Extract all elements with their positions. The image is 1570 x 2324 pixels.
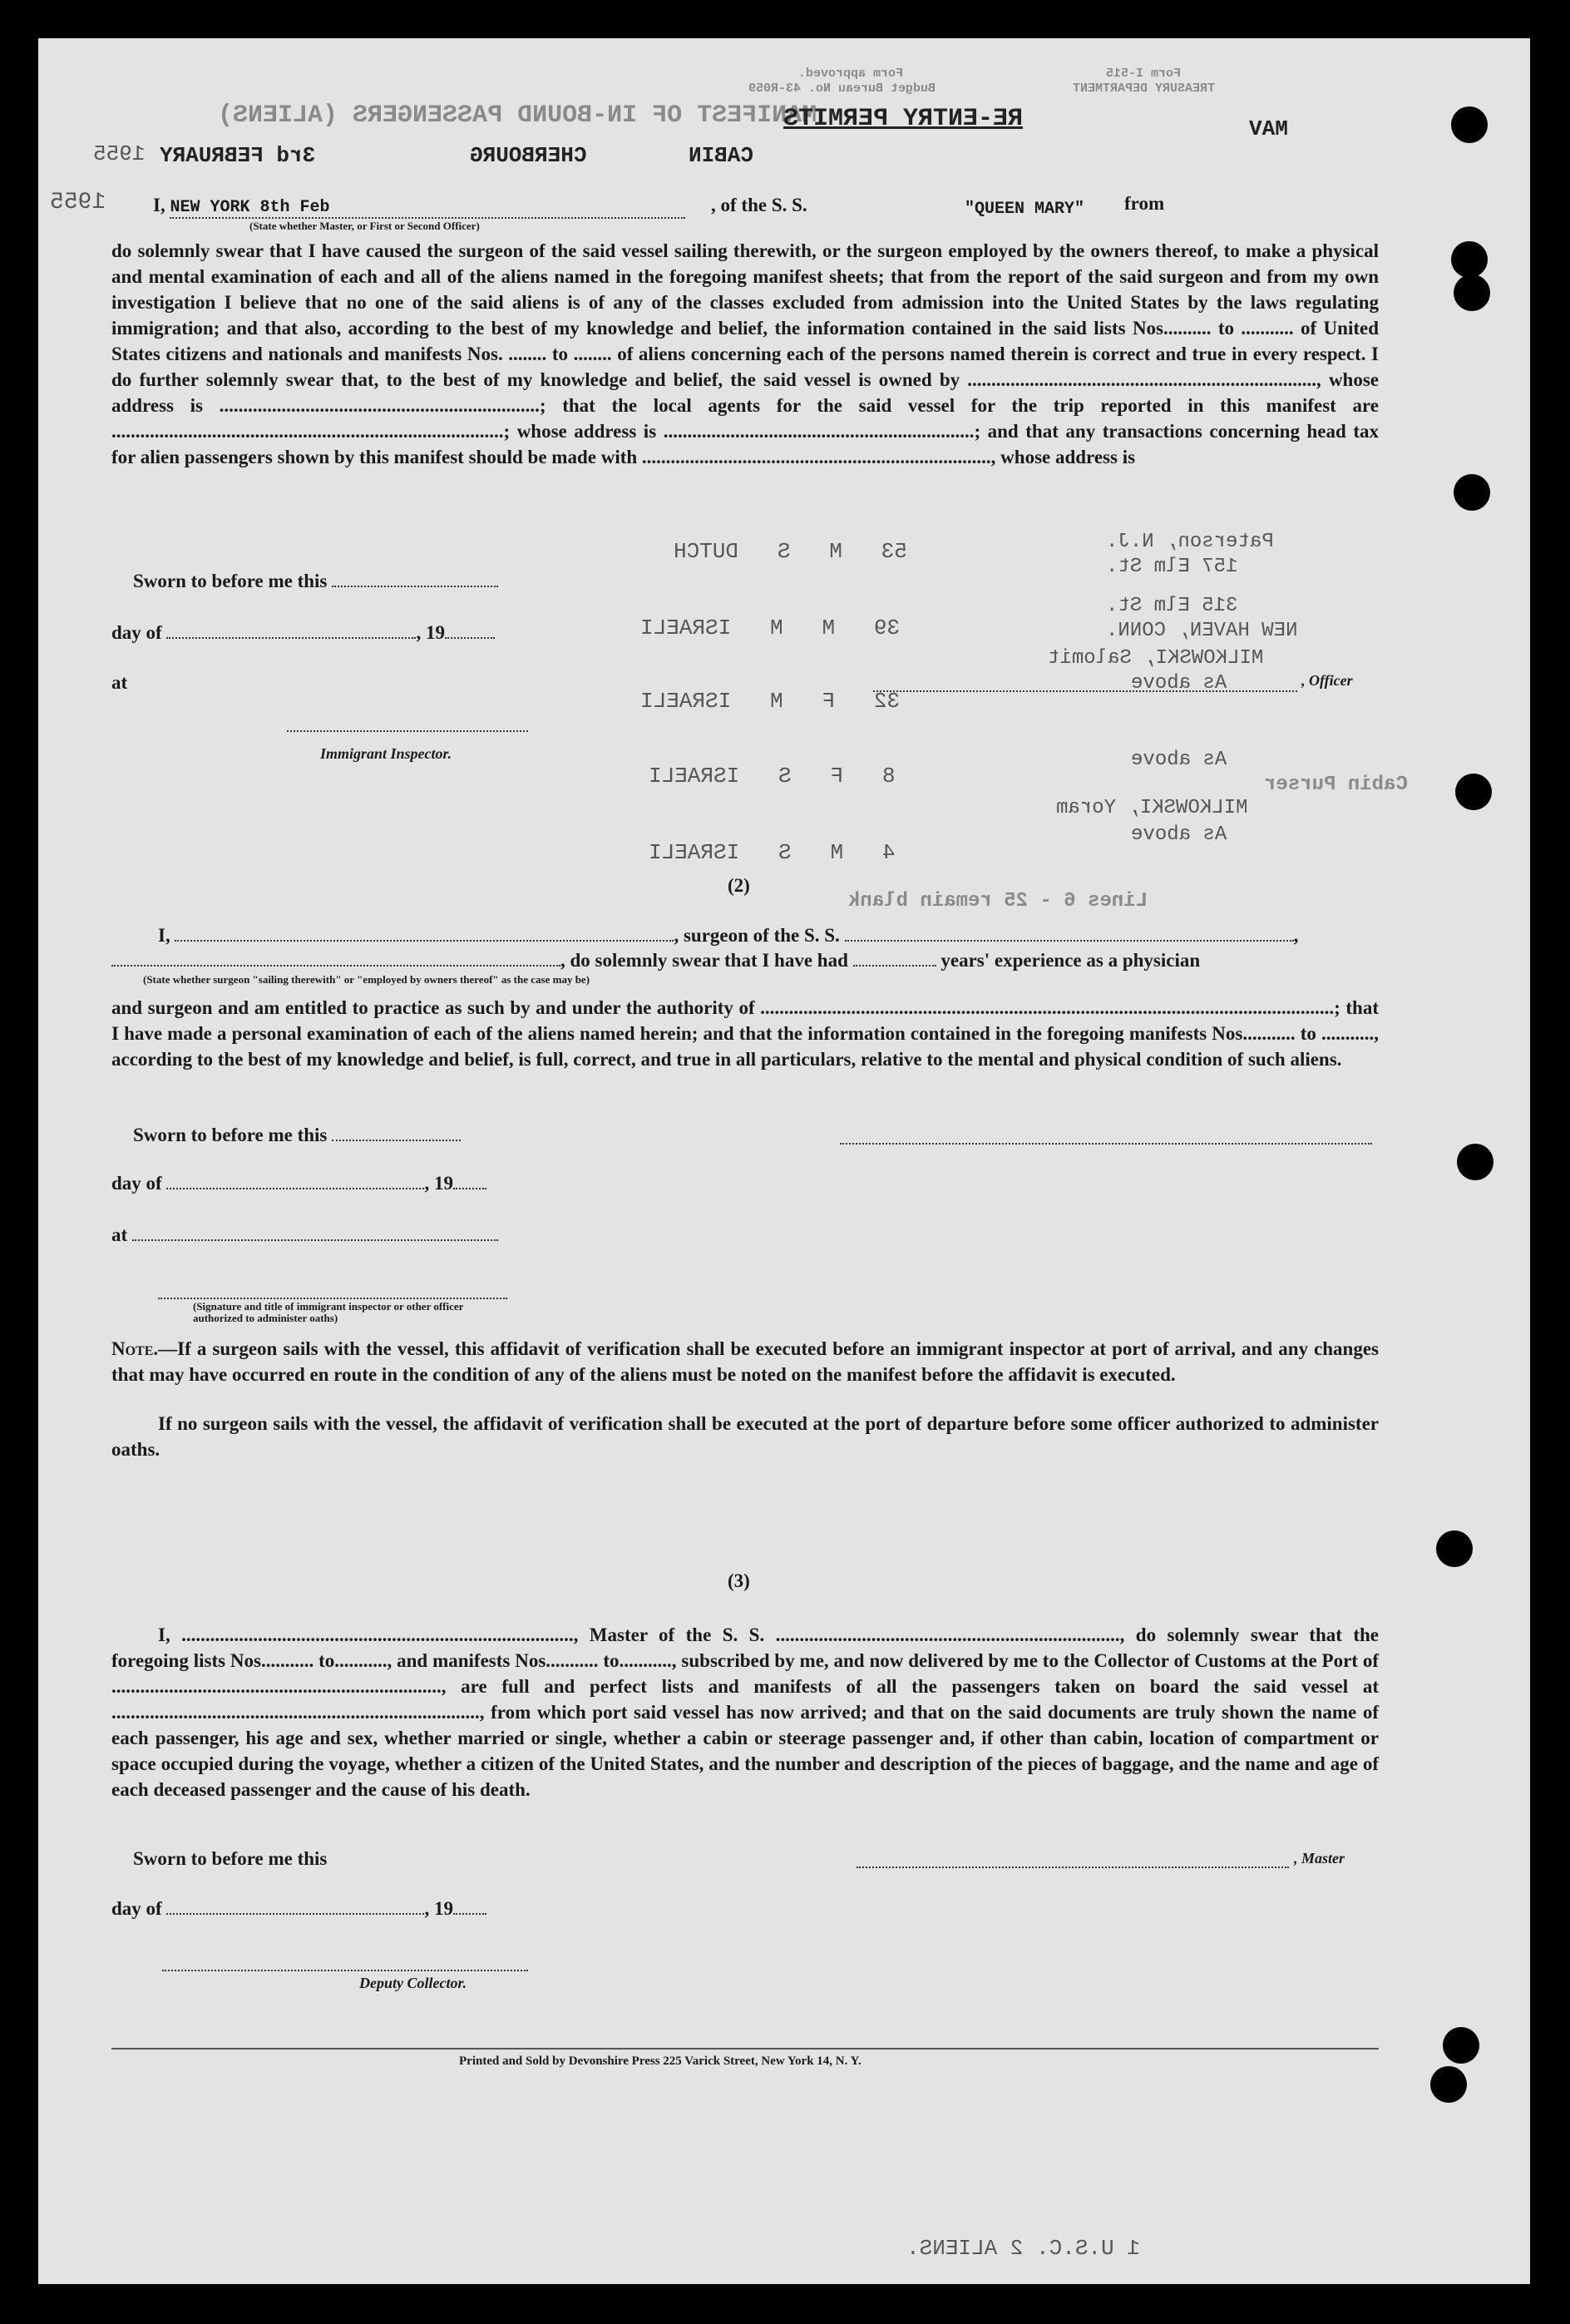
punch-hole xyxy=(1454,274,1490,311)
master-label: , Master xyxy=(1294,1850,1345,1867)
bleed-year-stamp: 1955 xyxy=(50,190,106,215)
from-label: from xyxy=(1124,193,1165,214)
administrator-signature-line xyxy=(158,1298,507,1299)
officer-line: I, NEW YORK 8th Feb xyxy=(153,195,685,219)
bleed-date: 3rd FEBRUARY xyxy=(160,143,316,168)
bleed-row-1-addr2: 157 Elm St. xyxy=(1106,556,1238,578)
master-oath-paragraph: I, .................................................................................., Master of the S. S. ........................................................................, do solemnly swear that the foregoing lists Nos........... to..........., and manifests Nos........... to..........., subscribed by me, and now delivered by me to the Collector of Customs at the Port of ....................................................................., are full and perfect lists and manifests of all the passengers taken on board the said vessel at ............................................................................., from which port said vessel has now arrived; and that on the said documents are truly shown the name of each passenger, his age and sex, whether married or single, whether a cabin or steerage passenger and, if other than cabin, location of compartment or space occupied during the voyage, whether a citizen of the United States, and the number and description of the pieces of baggage, and the name and age of each deceased passenger and the cause of his death. xyxy=(111,1624,1379,1800)
bleed-lines-blank: Lines 6 - 25 remain blank xyxy=(848,890,1148,912)
officer-label: , Officer xyxy=(1301,672,1353,689)
bleed-year: 1955 xyxy=(93,141,146,166)
note-label: Note. xyxy=(111,1338,159,1359)
bleed-row-1: 53 M S DUTCH xyxy=(674,539,907,564)
punch-hole xyxy=(1451,106,1488,143)
note-paragraph: Note.—If a surgeon sails with the vessel, this affidavit of verification shall be executed before an immigrant inspector at port of arrival, and any changes that may have occurred en route in the condition of any of the aliens must be noted on the manifest before the affidavit is executed. xyxy=(111,1338,1379,1385)
inspector-signature-line xyxy=(287,730,528,732)
sworn-label-3: Sworn to before me this xyxy=(133,1848,328,1869)
punch-hole xyxy=(1455,774,1492,810)
oath-paragraph-1: do solemnly swear that I have caused the surgeon of the said vessel sailing therewith, or the surgeon employed by the owners thereof, to make a physical and mental examination of each and all of the aliens named in the foregoing manifest sheets; that from the report of the said surgeon and from my own investigation I believe that no one of the said aliens is of any of the classes excluded from admission into the United States by the laws regulating immigration; and that also, according to the best of my knowledge and belief, the information contained in the said lists Nos.......... to ........... of United States citizens and nationals and manifests Nos. ........ to ........ of aliens concerning each of the persons named therein is correct and true in every respect. I do further solemnly swear that, to the best of my knowledge and belief, the said vessel is owned by ........................................................................., whose address is ...................................................................; that the local agents for the said vessel for the trip reported in this manifest are ..................................................................................; whose address is .................................................................; and that any transactions concerning head tax for alien passengers shown by this manifest should be made with ........................................................................., whose address is xyxy=(111,240,1379,467)
state-officer-note: (State whether Master, or First or Second Officer) xyxy=(249,220,480,232)
bleed-cabin-purser: Cabin Purser xyxy=(1264,774,1408,796)
surgeon-oath-paragraph: and surgeon and am entitled to practice as such by and under the authority of ........................................................................................................................; that I have made a personal examination of each of the aliens named herein; and that the information contained in the foregoing manifests Nos........... to ..........., according to the best of my knowledge and belief, is full, correct, and true in all particulars, relative to the mental and physical condition of such aliens. xyxy=(111,997,1379,1070)
bleed-dept: TREASURY DEPARTMENT xyxy=(1073,82,1216,96)
bleed-corner-mark: MAV xyxy=(1249,116,1288,141)
bleed-row-4: 8 F S ISRAELI xyxy=(649,764,896,789)
surgeon-state-note: (State whether surgeon "sailing therewith" or "employed by owners thereof" as the case may be) xyxy=(143,973,590,986)
printer-imprint: Printed and Sold by Devonshire Press 225 Varick Street, New York 14, N. Y. xyxy=(459,2055,862,2068)
deputy-collector-label: Deputy Collector. xyxy=(359,1975,467,1991)
of-the-ss-label: , of the S. S. xyxy=(711,195,807,215)
bleed-budget: Budget Bureau No. 43-R059 xyxy=(748,82,936,96)
punch-hole xyxy=(1451,241,1488,278)
punch-hole xyxy=(1443,2027,1479,2064)
bleed-row-5-addr: As above xyxy=(1131,823,1227,846)
sworn-label-1: Sworn to before me this xyxy=(133,571,498,592)
punch-hole xyxy=(1430,2066,1467,2103)
note-paragraph-2: If no surgeon sails with the vessel, the affidavit of verification shall be executed at the port of departure before some officer authorized to administer oaths. xyxy=(111,1413,1379,1460)
bleed-row-2-addr2: 315 Elm St. xyxy=(1106,595,1238,617)
bleed-form-no: Form I-515 xyxy=(1106,67,1182,81)
surgeon-line-2: , do solemnly swear that I have had years' experience as a physician xyxy=(111,950,1200,972)
punch-hole xyxy=(1457,1144,1493,1180)
surgeon-line-1: I, , surgeon of the S. S. , xyxy=(158,925,1299,946)
surgeon-signature-line xyxy=(840,1143,1372,1145)
bleed-reentry: RE-ENTRY PERMITS xyxy=(783,105,1024,133)
bleed-row-2: 39 M M ISRAELI xyxy=(640,616,901,640)
day-of-label-1: day of , 19 xyxy=(111,622,495,644)
footer-rule xyxy=(111,2048,1379,2050)
day-of-label-2: day of , 19 xyxy=(111,1173,486,1194)
section-3-number: (3) xyxy=(728,1570,750,1591)
officer-signature-line xyxy=(873,690,1297,692)
ship-name-value: "QUEEN MARY" xyxy=(965,200,1085,219)
bleed-row-1-addr: Paterson, N.J. xyxy=(1106,531,1274,553)
bleed-row-3: 32 F M ISRAELI xyxy=(640,689,901,714)
bleed-row-5: 4 M S ISRAELI xyxy=(649,840,896,865)
bleed-row-3-addr: As above xyxy=(1131,672,1227,695)
immigrant-inspector-label: Immigrant Inspector. xyxy=(320,745,452,762)
at-label-2: at xyxy=(111,1224,498,1246)
section-2-number: (2) xyxy=(728,875,750,896)
day-of-label-3: day of , 19 xyxy=(111,1898,486,1920)
bleed-row-4-addr: As above xyxy=(1131,749,1227,771)
master-signature-line xyxy=(857,1867,1289,1868)
punch-hole xyxy=(1436,1530,1473,1567)
sworn-label-2: Sworn to before me this xyxy=(133,1125,461,1146)
bleed-port: CHERBOURG xyxy=(470,143,587,168)
bleed-row-2-addr: NEW HAVEN, CONN. xyxy=(1106,620,1298,642)
bleed-bottom-stamp: 1 U.S.C. 2 ALIENS. xyxy=(906,2236,1140,2261)
bleed-row-4-name: MILKOWSKI, Yoram xyxy=(1056,797,1248,819)
at-label-1: at xyxy=(111,672,128,693)
bleed-class: CABIN xyxy=(689,143,754,168)
signature-title-note: (Signature and title of immigrant inspector or other officer authorized to administer oaths) xyxy=(193,1300,464,1324)
punch-hole xyxy=(1454,474,1490,511)
deputy-signature-line xyxy=(162,1970,528,1971)
bleed-approved: Form approved. xyxy=(798,67,904,81)
bleed-manifest-title: MANIFEST OF IN-BOUND PASSENGERS (ALIENS) xyxy=(218,101,817,130)
bleed-row-3-name: MILKOWSKI, Salomit xyxy=(1048,647,1264,670)
